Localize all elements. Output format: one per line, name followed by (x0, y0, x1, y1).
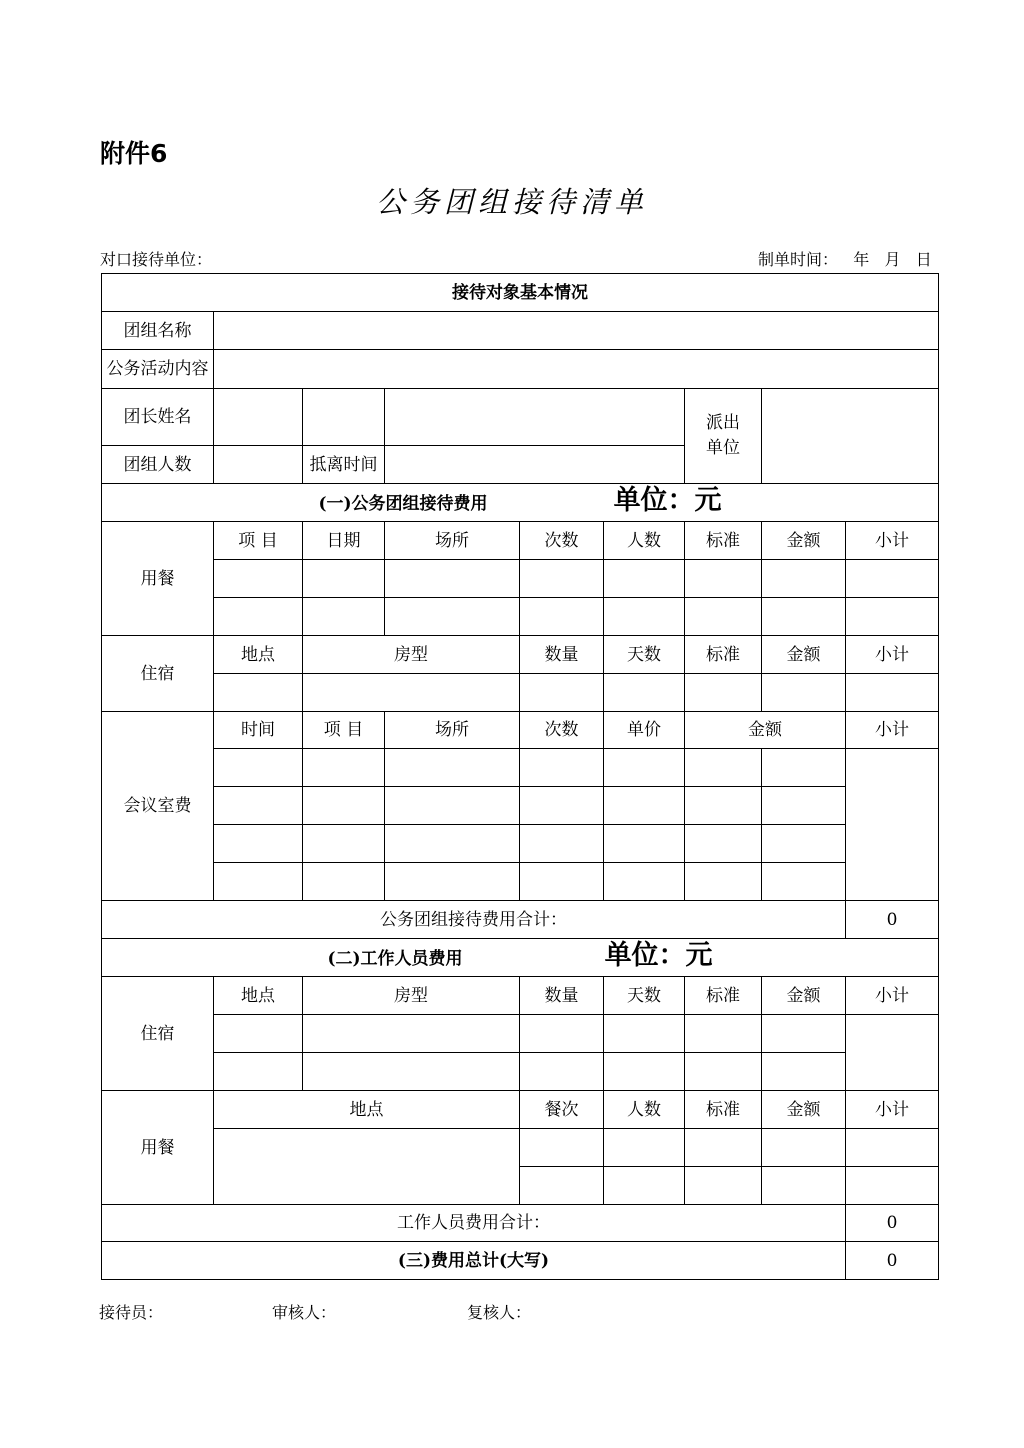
date-label: 制单时间： 年 月 日 (758, 250, 932, 269)
leader-extra-field[interactable] (303, 389, 385, 446)
cell[interactable] (762, 1015, 846, 1053)
cell[interactable] (846, 674, 939, 712)
section3-total-value: 0 (846, 1242, 939, 1280)
col-subtotal: 小计 (846, 977, 939, 1015)
leader-info-field[interactable] (385, 389, 685, 446)
cell[interactable] (685, 1015, 762, 1053)
cell[interactable] (385, 825, 520, 863)
cell[interactable] (385, 863, 520, 901)
member-count-label: 团组人数 (102, 446, 214, 484)
cell[interactable] (762, 1129, 846, 1167)
section2-total-label: 工作人员费用合计： (102, 1205, 846, 1242)
cell[interactable] (520, 1129, 604, 1167)
sending-unit-field[interactable] (762, 389, 939, 484)
col-standard: 标准 (685, 636, 762, 674)
col-room-type: 房型 (303, 977, 520, 1015)
cell[interactable] (762, 863, 846, 901)
cell[interactable] (846, 1167, 939, 1205)
cell[interactable] (520, 863, 604, 901)
col-quantity: 数量 (520, 977, 604, 1015)
cell[interactable] (214, 825, 303, 863)
cell[interactable] (604, 674, 685, 712)
cell[interactable] (303, 749, 385, 787)
col-time: 时间 (214, 712, 303, 749)
cell[interactable] (762, 1167, 846, 1205)
annex-label: 附件6 (100, 139, 168, 168)
departure-time-field[interactable] (385, 446, 685, 484)
cell[interactable] (520, 749, 604, 787)
col-subtotal: 小计 (846, 636, 939, 674)
col-unit-price: 单价 (604, 712, 685, 749)
col-standard: 标准 (685, 1091, 762, 1129)
activity-field[interactable] (214, 350, 939, 389)
staff-lodging-subtotal-field[interactable] (846, 1015, 939, 1091)
cell[interactable] (385, 598, 520, 636)
section2-total-value: 0 (846, 1205, 939, 1242)
cell[interactable] (303, 674, 520, 712)
cell[interactable] (214, 1015, 303, 1053)
col-standard: 标准 (685, 522, 762, 560)
col-meal-count: 餐次 (520, 1091, 604, 1129)
col-amount: 金额 (762, 977, 846, 1015)
cell[interactable] (685, 560, 762, 598)
cell[interactable] (685, 1053, 762, 1091)
cell[interactable] (214, 749, 303, 787)
cell[interactable] (604, 598, 685, 636)
col-amount: 金额 (762, 636, 846, 674)
cell[interactable] (214, 787, 303, 825)
cell[interactable] (604, 1053, 685, 1091)
cell[interactable] (762, 825, 846, 863)
col-persons: 人数 (604, 522, 685, 560)
cell[interactable] (685, 1129, 762, 1167)
cell[interactable] (762, 598, 846, 636)
reviewer-label: 审核人： (272, 1303, 337, 1322)
cell[interactable] (604, 749, 685, 787)
cell[interactable] (520, 598, 604, 636)
col-item: 项 目 (214, 522, 303, 560)
form-title: 公务团组接待清单 (375, 185, 648, 219)
col-date: 日期 (303, 522, 385, 560)
col-quantity: 数量 (520, 636, 604, 674)
col-item: 项 目 (303, 712, 385, 749)
col-standard: 标准 (685, 977, 762, 1015)
cell[interactable] (214, 598, 303, 636)
cell[interactable] (385, 749, 520, 787)
col-location: 地点 (214, 636, 303, 674)
col-subtotal: 小计 (846, 522, 939, 560)
cell[interactable] (604, 1129, 685, 1167)
leader-name-field[interactable] (214, 389, 303, 446)
col-subtotal: 小计 (846, 712, 939, 749)
meeting-room-label: 会议室费 (102, 712, 214, 901)
section2-heading: (二)工作人员费用 单位：元 (102, 939, 939, 977)
cell[interactable] (385, 787, 520, 825)
col-venue: 场所 (385, 712, 520, 749)
cell[interactable] (520, 787, 604, 825)
cell[interactable] (685, 674, 762, 712)
reception-form-table (101, 273, 939, 1280)
cell[interactable] (303, 1053, 520, 1091)
staff-lodging-label: 住宿 (102, 977, 214, 1091)
group-name-field[interactable] (214, 312, 939, 350)
section1-total-value: 0 (846, 901, 939, 939)
cell[interactable] (685, 749, 762, 787)
cell[interactable] (303, 825, 385, 863)
cell[interactable] (685, 863, 762, 901)
cell[interactable] (685, 1167, 762, 1205)
col-subtotal: 小计 (846, 1091, 939, 1129)
col-location: 地点 (214, 977, 303, 1015)
col-venue: 场所 (385, 522, 520, 560)
rechecker-label: 复核人： (467, 1303, 532, 1322)
col-persons: 人数 (604, 1091, 685, 1129)
cell[interactable] (303, 863, 385, 901)
section1-total-label: 公务团组接待费用合计： (102, 901, 846, 939)
cell[interactable] (846, 598, 939, 636)
cell[interactable] (214, 1053, 303, 1091)
basic-info-heading: 接待对象基本情况 (102, 274, 939, 312)
member-count-field[interactable] (214, 446, 303, 484)
staff-meals-location-field[interactable] (214, 1129, 520, 1205)
col-times: 次数 (520, 712, 604, 749)
cell[interactable] (762, 1053, 846, 1091)
sending-unit-label: 派出单位 (685, 389, 762, 484)
col-location: 地点 (214, 1091, 520, 1129)
cell[interactable] (685, 825, 762, 863)
cell[interactable] (604, 825, 685, 863)
cell[interactable] (604, 560, 685, 598)
departure-time-label: 抵离时间 (303, 446, 385, 484)
col-amount: 金额 (685, 712, 846, 749)
reception-unit-label: 对口接待单位： (100, 250, 213, 269)
cell[interactable] (520, 674, 604, 712)
cell[interactable] (303, 1015, 520, 1053)
cell[interactable] (604, 863, 685, 901)
meeting-subtotal-field[interactable] (846, 749, 939, 901)
col-amount: 金额 (762, 1091, 846, 1129)
cell[interactable] (685, 598, 762, 636)
cell[interactable] (214, 560, 303, 598)
cell[interactable] (846, 560, 939, 598)
section3-heading: (三)费用总计(大写) (102, 1242, 846, 1280)
lodging-label: 住宿 (102, 636, 214, 712)
group-name-label: 团组名称 (102, 312, 214, 350)
col-days: 天数 (604, 977, 685, 1015)
cell[interactable] (214, 674, 303, 712)
receptionist-label: 接待员： (99, 1303, 164, 1322)
cell[interactable] (214, 863, 303, 901)
col-times: 次数 (520, 522, 604, 560)
cell[interactable] (303, 787, 385, 825)
cell[interactable] (520, 1053, 604, 1091)
leader-name-label: 团长姓名 (102, 389, 214, 446)
cell[interactable] (303, 560, 385, 598)
cell[interactable] (762, 787, 846, 825)
cell[interactable] (685, 787, 762, 825)
cell[interactable] (604, 787, 685, 825)
section1-heading: (一)公务团组接待费用 单位：元 (102, 484, 939, 522)
cell[interactable] (520, 1015, 604, 1053)
cell[interactable] (520, 560, 604, 598)
cell[interactable] (762, 749, 846, 787)
cell[interactable] (762, 560, 846, 598)
col-amount: 金额 (762, 522, 846, 560)
cell[interactable] (604, 1167, 685, 1205)
cell[interactable] (846, 1129, 939, 1167)
staff-meals-label: 用餐 (102, 1091, 214, 1205)
cell[interactable] (604, 1015, 685, 1053)
col-days: 天数 (604, 636, 685, 674)
meals-label: 用餐 (102, 522, 214, 636)
cell[interactable] (762, 674, 846, 712)
cell[interactable] (303, 598, 385, 636)
cell[interactable] (520, 1167, 604, 1205)
cell[interactable] (385, 560, 520, 598)
cell[interactable] (520, 825, 604, 863)
col-room-type: 房型 (303, 636, 520, 674)
activity-label: 公务活动内容 (102, 350, 214, 389)
